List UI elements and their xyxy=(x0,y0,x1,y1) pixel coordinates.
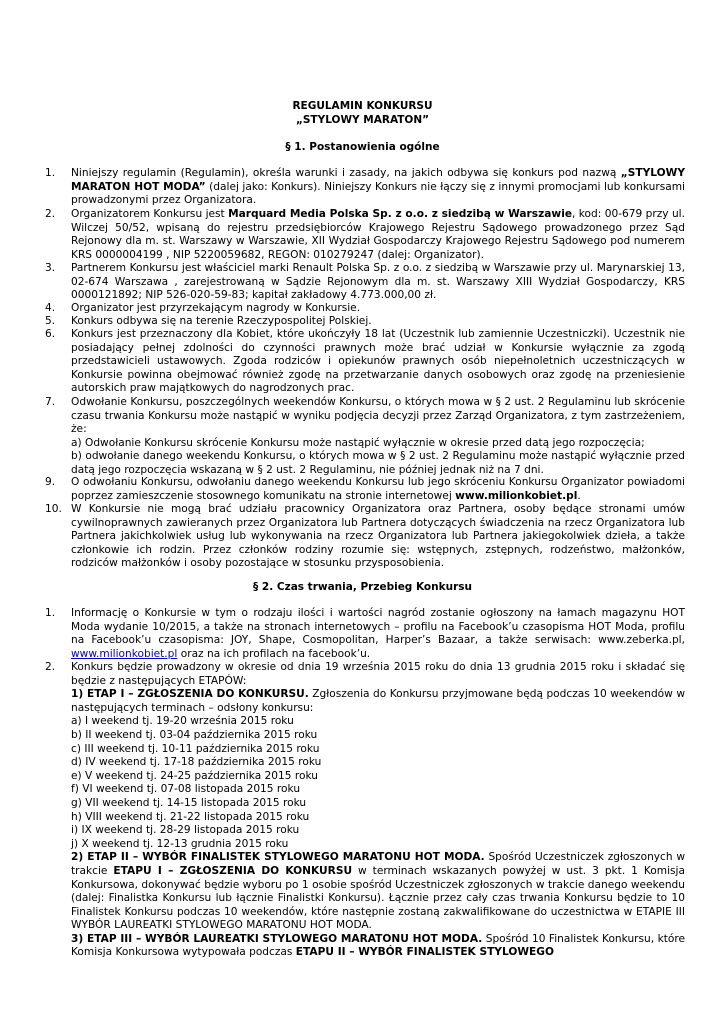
s1-item-1: 1. Niniejszy regulamin (Regulamin), określa warunki i zasady, na jakich odbywa się konkurs pod nazwą „STYLOWY MARATON HOT MODA” (dalej jako: Konkurs). Niniejszy Konkurs nie łączy się z innymi promocjami lub konkursami prowadzonymi przez Organizatora. xyxy=(45,167,685,207)
s1-item-7-a: a) Odwołanie Konkursu skrócenie Konkursu może nastąpić wyłącznie w okresie przed datą jego rozpoczęcia; xyxy=(71,436,645,449)
document-title: REGULAMIN KONKURSU xyxy=(292,100,433,112)
item-number: 1. xyxy=(45,167,56,179)
item-number: 7. xyxy=(45,396,56,408)
s2-item-2: 2. Konkurs będzie prowadzony w okresie od dnia 19 września 2015 roku do dnia 13 grudnia 2015 roku i składać się będzie z następujących ETAPÓW: 1) ETAP I – ZGŁOSZENIA DO KONKURSU. Zgłoszenia do Konkursu przyjmowane będą podczas 10 weekendów w następujących terminach – odsłony konkursu: a) I weekend tj. 19-20 września 2015 roku b) II weekend tj. 03-04 października 2015 roku c) III weekend tj. 10-11 października 2015 roku d) IV weekend tj. 17-18 października 2015 roku e) V weekend tj. 24-25 października 2015 roku f) VI weekend tj. 07-08 listopada 2015 roku g) VII weekend tj. 14-15 listopada 2015 roku h) VIII weekend tj. 21-22 listopada 2015 roku i) IX weekend tj. 28-29 listopada 2015 roku j) X weekend tj. 12-13 grudnia 2015 roku 2) ETAP II – WYBÓR FINALISTEK STYLOWEGO MARATONU HOT MODA. Spośród Uczestniczek zgłoszonych w trakcie ETAPU I – ZGŁOSZENIA DO KONKURSU w terminach wskazanych powyżej w ust. 3 pkt. 1 Komisja Konkursowa, dokonywać będzie wyboru po 1 osobie spośród Uczestniczek zgłoszonych w trakcie danego weekendu (dalej: Finalistka Konkursu lub łącznie Finalistki Konkursu). Łącznie przez cały czas trwania Konkursu będzie to 10 Finalistek Konkursu podczas 10 weekendów, które następnie zostaną zakwalifikowane do uczestnictwa w ETAPIE III WYBÓR LAUREATKI STYLOWEGO MARATONU HOT MODA. 3) ETAP III – WYBÓR LAUREATKI STYLOWEGO MARATONU HOT MODA. Spośród 10 Finalistek Konkursu, które Komisja Konkursowa wytypowała podczas ETAPU II – WYBÓR FINALISTEK STYLOWEGO xyxy=(45,661,685,959)
item-number: 9. xyxy=(45,476,56,488)
weekend-item: f) VI weekend tj. 07-08 listopada 2015 roku xyxy=(71,783,301,796)
weekend-item: g) VII weekend tj. 14-15 listopada 2015 roku xyxy=(71,796,307,809)
weekend-item: c) III weekend tj. 10-11 października 2015 roku xyxy=(71,742,320,755)
s1-item-2: 2. Organizatorem Konkursu jest Marquard Media Polska Sp. z o.o. z siedzibą w Warszawie, kod: 00-679 przy ul. Wilczej 50/52, wpisaną do rejestru przedsiębiorców Krajowego Rejestru Sądowego prowadzonego przez Sąd Rejonowy dla m. st. Warszawy w Warszawie, XII Wydział Gospodarczy Krajowego Rejestru Sądowego pod numerem KRS 0000004199 , NIP 5220059682, REGON: 010279247 (dalej: Organizator). xyxy=(45,208,685,261)
section-2-heading: § 2. Czas trwania, Przebieg Konkursu xyxy=(253,581,472,593)
website-link[interactable]: www.milionkobiet.pl xyxy=(455,489,578,502)
item-number: 4. xyxy=(45,302,56,314)
s1-item-4: 4. Organizator jest przyrzekającym nagrody w Konkursie. xyxy=(45,302,361,314)
s1-item-3: 3. Partnerem Konkursu jest właściciel marki Renault Polska Sp. z o.o. z siedzibą w Warszawie przy ul. Marynarskiej 13, 02-674 Warszawa , zarejestrowaną w Sądzie Rejonowym dla m. st. Warszawy XIII Wydział Gospodarczy, KRS 0000121892; NIP 526-020-59-83; kapitał zakładowy 4.773.000,00 zł. xyxy=(45,262,685,302)
stage-1: 1) ETAP I – ZGŁOSZENIA DO KONKURSU. Zgłoszenia do Konkursu przyjmowane będą podczas 10 weekendów w następujących terminach – odsłony konkursu: xyxy=(71,688,685,714)
s2-item-1: 1. Informację o Konkursie w tym o rodzaju ilości i wartości nagród zostanie ogłoszony na łamach magazynu HOT Moda wydanie 10/2015, a także na stronach internetowych – profilu na Facebook’u czasopisma HOT Moda, profilu na Facebook’u czasopisma: JOY, Shape, Cosmopolitan, Harper’s Bazaar, a także serwisach: www.zeberka.pl, www.milionkobiet.pl oraz na ich profilach na facebook’u. xyxy=(45,607,685,660)
weekend-item: i) IX weekend tj. 28-29 listopada 2015 roku xyxy=(71,824,300,837)
milionkobiet-link[interactable]: www.milionkobiet.pl xyxy=(71,647,178,660)
item-number: 6. xyxy=(45,328,56,340)
s1-item-10: 10. W Konkursie nie mogą brać udziału pracownicy Organizatora oraz Partnera, osoby będące stronami umów cywilnoprawnych zawieranych przez Organizatora lub Partnera dotyczących świadczenia na rzecz Organizatora lub Partnera jakichkolwiek usług lub wykonywania na rzecz Organizatora lub Partnera jakiegokolwiek dzieła, a także członkowie ich rodzin. Przez członków rodziny rozumie się: wstępnych, zstępnych, rodzeństwo, małżonków, rodziców małżonków i osoby pozostające w stosunku przysposobienia. xyxy=(45,503,685,570)
weekend-item: d) IV weekend tj. 17-18 października 2015 roku xyxy=(71,756,322,769)
s1-item-5: 5. Konkurs odbywa się na terenie Rzeczypospolitej Polskiej. xyxy=(45,315,372,327)
item-number: 3. xyxy=(45,262,56,274)
item-number: 2. xyxy=(45,208,56,220)
s1-item-7-b: b) odwołanie danego weekendu Konkursu, o których mowa w § 2 ust. 2 Regulaminu może nastąpić wyłącznie przed datą jego rozpoczęcia wskazaną w § 2 ust. 2 Regulaminu, nie później jednak niż na 7 dni. xyxy=(71,450,685,476)
item-number: 10. xyxy=(45,503,62,515)
s1-item-9: 9. O odwołaniu Konkursu, odwołaniu danego weekendu Konkursu lub jego skróceniu Konkursu Organizator powiadomi poprzez zamieszczenie stosownego komunikatu na stronie internetowej www.milionkobiet.pl. xyxy=(45,476,685,502)
contest-name: „STYLOWY MARATON” xyxy=(295,114,430,126)
weekend-item: j) X weekend tj. 12-13 grudnia 2015 roku xyxy=(71,837,289,850)
section-1-heading: § 1. Postanowienia ogólne xyxy=(285,141,440,153)
item-number: 1. xyxy=(45,607,56,619)
weekend-item: h) VIII weekend tj. 21-22 listopada 2015 roku xyxy=(71,810,310,823)
weekend-item: a) I weekend tj. 19-20 września 2015 roku xyxy=(71,715,294,728)
weekend-item: e) V weekend tj. 24-25 października 2015 roku xyxy=(71,769,319,782)
item-number: 5. xyxy=(45,315,56,327)
s1-item-7: 7. Odwołanie Konkursu, poszczególnych weekendów Konkursu, o których mowa w § 2 ust. 2 Regulaminu lub skrócenie czasu trwania Konkursu może nastąpić w wyniku podjęcia decyzji przez Zarząd Organizatora, z tym zastrzeżeniem, że: a) Odwołanie Konkursu skrócenie Konkursu może nastąpić wyłącznie w okresie przed datą jego rozpoczęcia; b) odwołanie danego weekendu Konkursu, o których mowa w § 2 ust. 2 Regulaminu może nastąpić wyłącznie przed datą jego rozpoczęcia wskazaną w § 2 ust. 2 Regulaminu, nie później jednak niż na 7 dni. xyxy=(45,396,685,476)
s1-item-6: 6. Konkurs jest przeznaczony dla Kobiet, które ukończyły 18 lat (Uczestnik lub zamiennie Uczestniczki). Uczestnik nie posiadający pełnej zdolności do czynności prawnych może brać udział w Konkursie wyłącznie za zgodą przedstawicieli ustawowych. Zgoda rodziców i opiekunów prawnych osób niepełnoletnich uczestniczących w Konkursie powinna obejmować również zgodę na przetwarzanie danych osobowych oraz zgodę na przeniesienie autorskich praw majątkowych do nagrodzonych prac. xyxy=(45,328,685,395)
stage-2: 2) ETAP II – WYBÓR FINALISTEK STYLOWEGO MARATONU HOT MODA. Spośród Uczestniczek zgłoszonych w trakcie ETAPU I – ZGŁOSZENIA DO KONKURSU w terminach wskazanych powyżej w ust. 3 pkt. 1 Komisja Konkursowa, dokonywać będzie wyboru po 1 osobie spośród Uczestniczek zgłoszonych w trakcie danego weekendu (dalej: Finalistka Konkursu lub łącznie Finalistki Konkursu). Łącznie przez cały czas trwania Konkursu będzie to 10 Finalistek Konkursu podczas 10 weekendów, które następnie zostaną zakwalifikowane do uczestnictwa w ETAPIE III WYBÓR LAUREATKI STYLOWEGO MARATONU HOT MODA. xyxy=(71,851,685,932)
item-number: 2. xyxy=(45,661,56,673)
weekend-item: b) II weekend tj. 03-04 października 2015 roku xyxy=(71,728,318,741)
stage-3: 3) ETAP III – WYBÓR LAUREATKI STYLOWEGO MARATONU HOT MODA. Spośród 10 Finalistek Konkursu, które Komisja Konkursowa wytypowała podczas ETAPU II – WYBÓR FINALISTEK STYLOWEGO xyxy=(71,932,685,959)
